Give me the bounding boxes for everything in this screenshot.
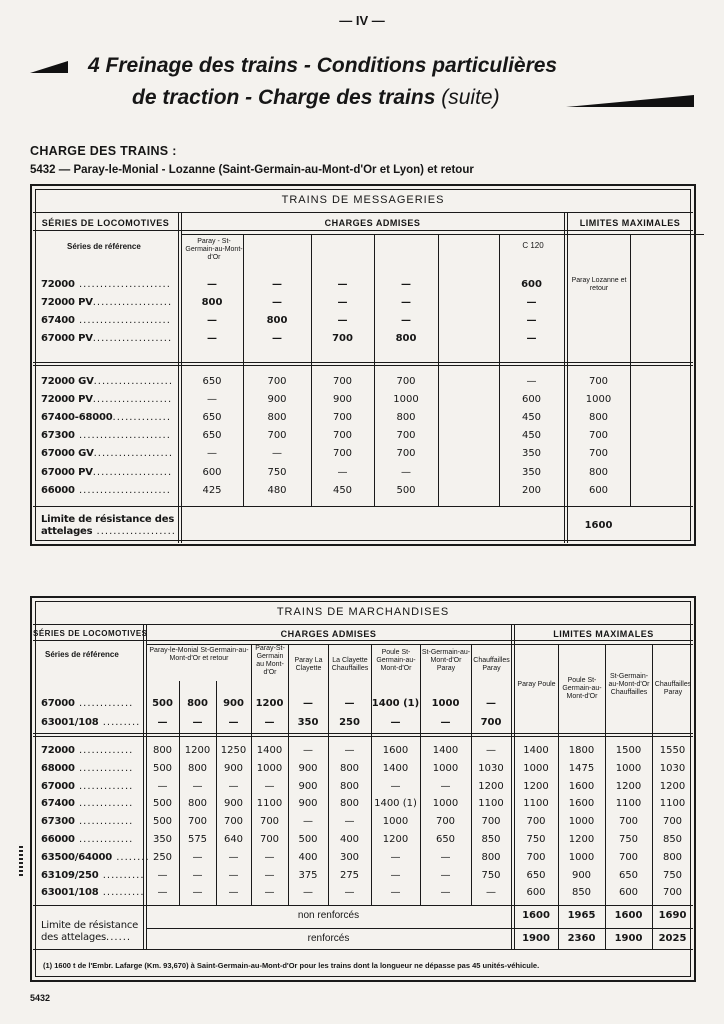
cell-value: 700 xyxy=(332,412,353,424)
cell-value: 800 xyxy=(267,412,287,424)
cell-value: 1500 xyxy=(615,745,642,756)
cell-value: 500 xyxy=(152,798,173,810)
cell-value: — xyxy=(337,466,348,478)
cell-value: 850 xyxy=(571,887,592,899)
cell-value: — xyxy=(390,869,401,881)
cell-value: — xyxy=(390,780,401,792)
cell-value: 1600 xyxy=(568,780,595,792)
cell-value: 1100 xyxy=(659,798,686,810)
renforces-value: 1900 xyxy=(522,933,550,944)
cell-value: 575 xyxy=(187,834,208,845)
cell-value: — xyxy=(272,297,282,308)
loco-row-label: 66000 ...................... xyxy=(41,484,171,496)
cell-value: — xyxy=(303,698,313,709)
cell-value: 800 xyxy=(201,297,223,308)
cell-value: 800 xyxy=(662,851,683,863)
table-caption: TRAINS DE MARCHANDISES xyxy=(276,606,450,618)
loco-row-label: 67400-68000.............. xyxy=(41,412,172,424)
cell-value: — xyxy=(228,851,239,863)
cell-value: 1000 xyxy=(568,851,595,863)
cell-value: — xyxy=(207,394,217,406)
cell-value: 1000 xyxy=(568,816,595,828)
cell-value: 1200 xyxy=(478,780,504,792)
cell-value: — xyxy=(440,780,451,792)
cell-value: — xyxy=(207,448,217,460)
cell-value: 650 xyxy=(435,834,456,845)
cell-value: 1475 xyxy=(568,762,595,774)
cell-value: — xyxy=(272,333,282,344)
cell-value: 500 xyxy=(152,816,173,828)
cell-value: 850 xyxy=(481,834,501,845)
cell-value: 375 xyxy=(298,869,318,881)
section-heading: CHARGE DES TRAINS : xyxy=(30,144,177,158)
cell-value: — xyxy=(272,448,282,460)
cell-value: 1600 xyxy=(382,745,409,756)
cell-value: — xyxy=(440,887,451,899)
cell-value: — xyxy=(192,851,203,863)
cell-value: — xyxy=(264,869,275,881)
cell-value: 700 xyxy=(332,430,353,442)
limite-header-0: Paray Poule xyxy=(517,681,556,688)
cell-value: 275 xyxy=(339,869,360,881)
cell-value: 1400 xyxy=(256,745,283,756)
cell-value: 900 xyxy=(223,698,244,709)
cell-value: 750 xyxy=(662,869,683,881)
loco-row-label: 67300 ...................... xyxy=(41,430,171,442)
renforces-value: 2360 xyxy=(567,933,596,944)
cell-value: 1400 xyxy=(523,745,549,756)
cell-value: 700 xyxy=(396,430,416,442)
subheader-2: Paray La Clayette xyxy=(294,657,323,672)
cell-value: 1550 xyxy=(659,745,686,756)
cell-value: — xyxy=(337,297,348,308)
cell-value: 1000 xyxy=(431,698,460,709)
cell-value: — xyxy=(264,887,275,899)
cell-value: 450 xyxy=(332,484,353,496)
loco-row-label: 67300 ............. xyxy=(41,816,134,828)
renforces-value: 2025 xyxy=(658,933,687,944)
cell-value: — xyxy=(192,887,203,899)
table-messageries-body xyxy=(33,187,693,543)
cell-value: — xyxy=(401,297,411,308)
cell-value: 600 xyxy=(526,887,546,899)
limite-label: Limite de résistance xyxy=(41,920,139,931)
subheader-c120: C 120 xyxy=(522,241,544,250)
cell-value: 500 xyxy=(152,698,173,709)
cell-value: 650 xyxy=(202,412,222,424)
cell-value: 350 xyxy=(297,717,319,728)
cell-value: — xyxy=(526,376,537,387)
loco-row-label: 72000 ............. xyxy=(41,745,134,756)
page-title-line2-bold: de traction - Charge des trains xyxy=(132,86,436,109)
reference-label: Séries de référence xyxy=(45,650,119,659)
cell-value: 600 xyxy=(588,484,609,496)
col-header-series: SÉRIES DE LOCOMOTIVES xyxy=(33,629,148,638)
cell-value: 800 xyxy=(395,333,417,344)
loco-row-label: 72000 GV................... xyxy=(41,376,174,387)
cell-value: 700 xyxy=(396,376,416,387)
limite-note: Paray Lozanne et retour xyxy=(571,277,627,292)
title-wedge-left-icon xyxy=(30,60,68,74)
cell-value: — xyxy=(157,887,168,899)
cell-value: — xyxy=(440,851,451,863)
limite-value: 1600 xyxy=(584,520,613,531)
cell-value: 1200 xyxy=(659,780,686,792)
cell-value: 700 xyxy=(223,816,244,828)
cell-value: — xyxy=(486,887,496,899)
limite-header-3: Chauffailles Paray xyxy=(654,681,692,696)
cell-value: 400 xyxy=(339,834,360,845)
loco-row-label: 72000 PV................... xyxy=(41,297,173,308)
loco-row-label: 68000 ............. xyxy=(41,762,134,774)
cell-value: 700 xyxy=(332,448,353,460)
cell-value: 640 xyxy=(223,834,244,845)
cell-value: — xyxy=(207,279,217,290)
cell-value: 300 xyxy=(339,851,360,863)
cell-value: — xyxy=(264,717,275,728)
cell-value: 700 xyxy=(267,376,287,387)
cell-value: 700 xyxy=(526,851,546,863)
cell-value: 700 xyxy=(588,430,609,442)
cell-value: 700 xyxy=(267,430,287,442)
non-renforces-value: 1600 xyxy=(614,910,643,921)
cell-value: — xyxy=(228,887,239,899)
cell-value: 900 xyxy=(223,798,244,810)
margin-marks xyxy=(19,846,23,878)
loco-row-label: 67000 ............. xyxy=(41,698,134,709)
cell-value: — xyxy=(207,315,217,326)
page-title-line1: 4 Freinage des trains - Conditions particulières xyxy=(88,54,558,77)
cell-value: 650 xyxy=(526,869,546,881)
cell-value: 1100 xyxy=(256,798,283,810)
limite-header-1: Poule St-Germain-au-Mont-d'Or xyxy=(562,677,602,700)
cell-value: — xyxy=(228,869,239,881)
cell-value: 700 xyxy=(332,333,353,344)
cell-value: 750 xyxy=(481,869,501,881)
table-caption: TRAINS DE MESSAGERIES xyxy=(281,194,445,206)
cell-value: — xyxy=(344,745,355,756)
cell-value: — xyxy=(303,887,313,899)
footnote: (1) 1600 t de l'Embr. Lafarge (Km. 93,670) à Saint-Germain-au-Mont-d'Or pour les trains dont la longueur ne dépasse pas 45 unités-véhicule. xyxy=(43,961,540,970)
cell-value: 800 xyxy=(187,698,208,709)
cell-value: 250 xyxy=(339,717,360,728)
cell-value: 800 xyxy=(588,412,609,424)
cell-value: 900 xyxy=(298,780,318,792)
cell-value: 700 xyxy=(259,816,280,828)
cell-value: 800 xyxy=(152,745,173,756)
cell-value: 700 xyxy=(187,816,208,828)
non-renforces-label: non renforcés xyxy=(297,910,360,921)
cell-value: — xyxy=(526,315,537,326)
cell-value: 1000 xyxy=(615,762,642,774)
loco-row-label: 67000 ............. xyxy=(41,780,134,792)
cell-value: 1200 xyxy=(255,698,284,709)
loco-row-label: 63001/108 .......... xyxy=(41,887,145,899)
cell-value: 1000 xyxy=(432,762,459,774)
loco-row-label: 67000 GV................... xyxy=(41,448,174,460)
cell-value: — xyxy=(526,333,537,344)
limite-header-2: St-Germain-au-Mont-d'Or Chauffailles xyxy=(608,673,650,696)
cell-value: 1600 xyxy=(568,798,595,810)
cell-value: 1800 xyxy=(568,745,595,756)
cell-value: 500 xyxy=(152,762,173,774)
cell-value: — xyxy=(440,869,451,881)
loco-row-label: 63500/64000 ........ xyxy=(41,851,150,863)
cell-value: — xyxy=(401,466,411,478)
cell-value: 600 xyxy=(521,394,542,406)
loco-row-label: 63109/250 .......... xyxy=(41,869,145,881)
cell-value: 1100 xyxy=(478,798,504,810)
cell-value: — xyxy=(228,717,239,728)
cell-value: 1000 xyxy=(523,762,549,774)
cell-value: 600 xyxy=(618,887,639,899)
limite-label-2: des attelages...... xyxy=(41,932,132,943)
cell-value: — xyxy=(390,887,401,899)
cell-value: — xyxy=(344,816,355,828)
cell-value: — xyxy=(264,780,275,792)
cell-value: — xyxy=(207,333,217,344)
non-renforces-value: 1965 xyxy=(567,910,596,921)
cell-value: — xyxy=(228,780,239,792)
renforces-label: renforcés xyxy=(307,933,350,944)
cell-value: 480 xyxy=(267,484,287,496)
reference-label: Séries de référence xyxy=(67,242,141,251)
cell-value: 1200 xyxy=(615,780,642,792)
cell-value: — xyxy=(344,698,355,709)
page-title-suffix: (suite) xyxy=(435,86,500,109)
cell-value: 750 xyxy=(618,834,639,845)
non-renforces-value: 1690 xyxy=(658,910,687,921)
cell-value: — xyxy=(192,717,203,728)
cell-value: — xyxy=(272,279,282,290)
cell-value: 450 xyxy=(521,430,542,442)
col-header-limites: LIMITES MAXIMALES xyxy=(553,629,654,639)
cell-value: 700 xyxy=(618,851,639,863)
cell-value: 700 xyxy=(662,887,683,899)
limite-label-2: attelages ................... xyxy=(41,526,176,537)
cell-value: 700 xyxy=(526,816,546,828)
cell-value: 450 xyxy=(521,412,542,424)
cell-value: 500 xyxy=(396,484,416,496)
cell-value: 900 xyxy=(223,762,244,774)
title-wedge-right-icon xyxy=(566,94,694,108)
cell-value: — xyxy=(401,315,411,326)
loco-row-label: 67400 ............. xyxy=(41,798,134,810)
cell-value: — xyxy=(337,279,348,290)
cell-value: — xyxy=(440,717,451,728)
cell-value: 1000 xyxy=(585,394,612,406)
subheader-4: Poule St-Germain-au-Mont-d'Or xyxy=(376,649,416,672)
limite-label: Limite de résistance des xyxy=(41,514,175,525)
cell-value: 800 xyxy=(339,780,360,792)
cell-value: 700 xyxy=(662,816,683,828)
cell-value: 425 xyxy=(202,484,222,496)
table-marchandises-body xyxy=(33,599,693,979)
cell-value: 350 xyxy=(521,466,542,478)
page-number: — IV — xyxy=(339,13,385,28)
cell-value: 1000 xyxy=(432,798,459,810)
subheader-6: Chauffailles Paray xyxy=(473,657,510,672)
cell-value: 1400 (1) xyxy=(374,798,417,810)
cell-value: 700 xyxy=(480,717,502,728)
cell-value: 1030 xyxy=(659,762,686,774)
cell-value: 1100 xyxy=(615,798,642,810)
cell-value: 700 xyxy=(588,448,609,460)
cell-value: 800 xyxy=(481,851,501,863)
cell-value: 700 xyxy=(588,376,609,387)
cell-value: 800 xyxy=(396,412,416,424)
cell-value: 700 xyxy=(618,816,639,828)
col-header-series: SÉRIES DE LOCOMOTIVES xyxy=(41,218,170,228)
subheader-5: St-Germain-au-Mont-d'Or Paray xyxy=(421,649,471,672)
loco-row-label: 67000 PV................... xyxy=(41,466,173,478)
cell-value: 1400 xyxy=(432,745,459,756)
cell-value: 1250 xyxy=(220,745,247,756)
cell-value: 1000 xyxy=(393,394,419,406)
cell-value: 700 xyxy=(396,448,416,460)
cell-value: 900 xyxy=(267,394,287,406)
page-title-line2 xyxy=(132,86,500,110)
loco-row-label: 67400 ...................... xyxy=(41,315,171,326)
cell-value: — xyxy=(192,869,203,881)
cell-value: 800 xyxy=(187,762,208,774)
subheader-paray-st-germain: Paray - St-Germain-au-Mont-d'Or xyxy=(185,238,243,261)
cell-value: 1000 xyxy=(382,816,409,828)
cell-value: 900 xyxy=(332,394,353,406)
cell-value: — xyxy=(486,698,496,709)
cell-value: — xyxy=(303,745,313,756)
cell-value: 650 xyxy=(618,869,639,881)
loco-row-label: 63001/108 ......... xyxy=(41,717,141,728)
cell-value: 1000 xyxy=(256,762,283,774)
cell-value: — xyxy=(192,780,203,792)
route-line: 5432 — Paray-le-Monial - Lozanne (Saint-Germain-au-Mont-d'Or et Lyon) et retour xyxy=(30,164,474,176)
cell-value: 400 xyxy=(298,851,318,863)
cell-value: — xyxy=(303,816,313,828)
cell-value: 1200 xyxy=(184,745,211,756)
cell-value: — xyxy=(401,279,411,290)
cell-value: 1400 xyxy=(382,762,409,774)
loco-row-label: 67000 PV................... xyxy=(41,333,173,344)
cell-value: 1200 xyxy=(382,834,409,845)
col-header-charges: CHARGES ADMISES xyxy=(324,218,421,228)
cell-value: 500 xyxy=(298,834,318,845)
cell-value: — xyxy=(157,869,168,881)
cell-value: 650 xyxy=(202,430,222,442)
cell-value: 800 xyxy=(187,798,208,810)
cell-value: — xyxy=(526,297,537,308)
cell-value: — xyxy=(264,851,275,863)
col-header-limites: LIMITES MAXIMALES xyxy=(579,218,681,228)
cell-value: 700 xyxy=(435,816,456,828)
cell-value: 700 xyxy=(259,834,280,845)
cell-value: 900 xyxy=(298,762,318,774)
cell-value: 350 xyxy=(152,834,173,845)
subheader-1: Paray-St-Germain au Mont-d'Or xyxy=(255,645,285,676)
cell-value: 800 xyxy=(339,762,360,774)
cell-value: 200 xyxy=(521,484,542,496)
cell-value: — xyxy=(344,887,355,899)
cell-value: 1400 (1) xyxy=(371,698,420,709)
loco-row-label: 66000 ............. xyxy=(41,834,134,845)
cell-value: 900 xyxy=(298,798,318,810)
footer-number: 5432 xyxy=(30,993,51,1003)
cell-value: 900 xyxy=(571,869,592,881)
cell-value: 1100 xyxy=(523,798,549,810)
cell-value: 700 xyxy=(332,376,353,387)
cell-value: 800 xyxy=(588,466,609,478)
cell-value: 650 xyxy=(202,376,222,387)
cell-value: 850 xyxy=(662,834,683,845)
cell-value: 1200 xyxy=(568,834,595,845)
cell-value: — xyxy=(390,717,401,728)
col-header-charges: CHARGES ADMISES xyxy=(280,629,377,639)
cell-value: — xyxy=(390,851,401,863)
cell-value: 700 xyxy=(481,816,501,828)
loco-row-label: 72000 ...................... xyxy=(41,279,171,290)
cell-value: 800 xyxy=(266,315,288,326)
subheader-3: La Clayette Chauffailles xyxy=(331,657,369,672)
cell-value: 250 xyxy=(152,851,173,863)
cell-value: 800 xyxy=(339,798,360,810)
loco-row-label: 72000 PV................... xyxy=(41,394,173,406)
cell-value: 750 xyxy=(526,834,546,845)
non-renforces-value: 1600 xyxy=(522,910,550,921)
cell-value: 600 xyxy=(521,279,542,290)
cell-value: — xyxy=(486,745,496,756)
cell-value: 600 xyxy=(202,466,222,478)
subheader-0: Paray-le-Monial St-Germain-au-Mont-d'Or et retour xyxy=(149,647,249,662)
cell-value: 1030 xyxy=(478,762,504,774)
cell-value: — xyxy=(157,780,168,792)
cell-value: 350 xyxy=(521,448,542,460)
cell-value: 1200 xyxy=(523,780,549,792)
cell-value: 750 xyxy=(267,466,287,478)
renforces-value: 1900 xyxy=(614,933,643,944)
cell-value: — xyxy=(337,315,348,326)
cell-value: — xyxy=(157,717,168,728)
